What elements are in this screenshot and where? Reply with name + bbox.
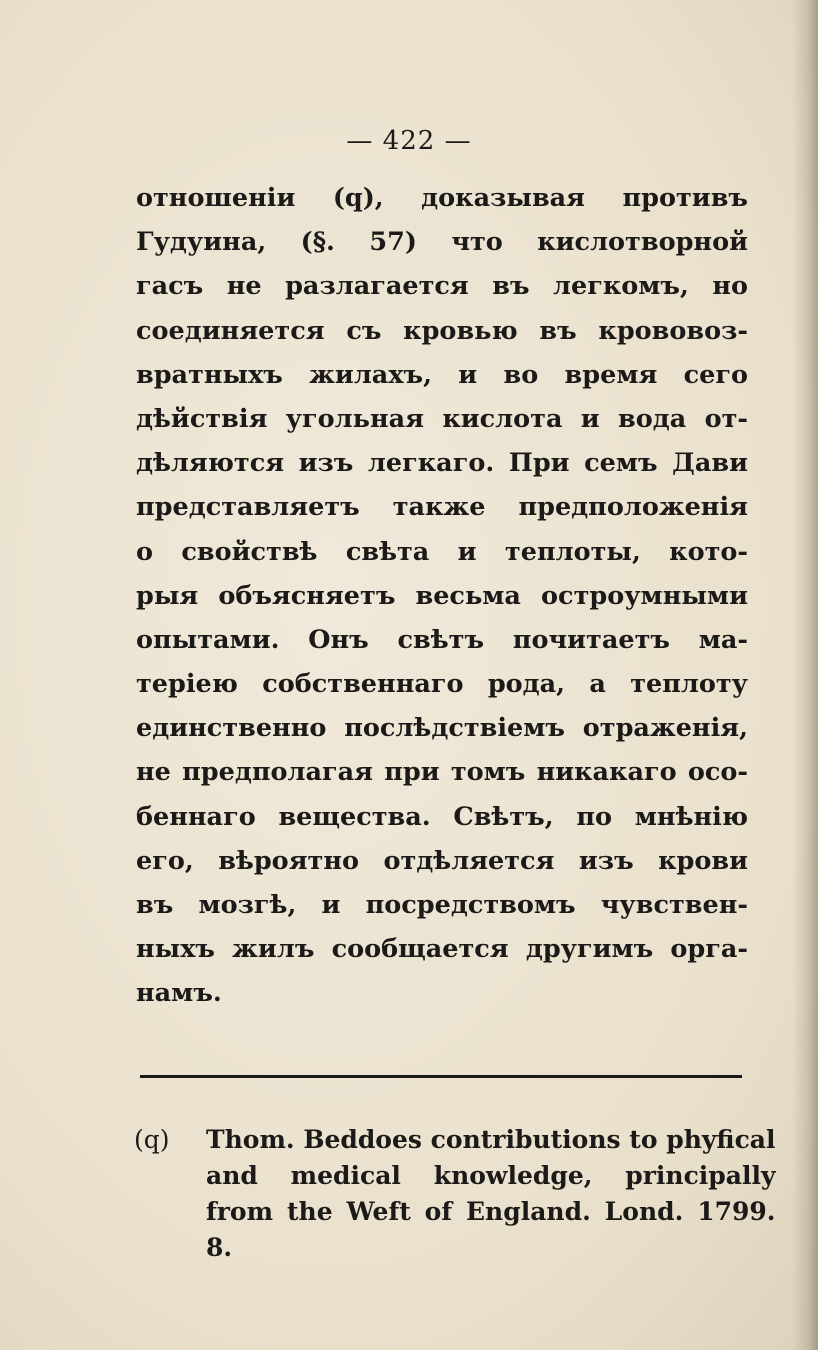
main-text <box>136 176 748 1016</box>
text-line: рыя объясняетъ весьма остроумными <box>136 580 748 611</box>
footnote-line: from the Weft of England. Lond. 1799. <box>206 1197 776 1226</box>
text-line: намъ. <box>136 978 222 1009</box>
text-line: соединяется съ кровью въ крововоз- <box>136 315 748 346</box>
text-line: отношеніи (q), доказывая противъ <box>136 183 748 213</box>
page-edge-shadow <box>792 0 818 1350</box>
text-line: ныхъ жилъ сообщается другимъ орга- <box>136 934 748 965</box>
text-line: представляетъ также предположенія <box>136 492 748 523</box>
footnote-line: and medical knowledge, principally <box>206 1161 776 1190</box>
text-line: единственно послѣдствіемъ отраженія, <box>136 713 748 744</box>
text-line: дѣйствія угольная кислота и вода от- <box>136 403 748 434</box>
text-line: въ мозгѣ, и посредствомъ чувствен- <box>136 890 748 920</box>
footnote-separator <box>140 1075 742 1078</box>
text-line: дѣляются изъ легкаго. При семъ Дави <box>136 448 748 479</box>
text-line: о свойствѣ свѣта и теплоты, кото- <box>136 536 748 567</box>
text-line: не предполагая при томъ никакаго осо- <box>136 757 748 788</box>
text-line: беннаго вещества. Свѣтъ, по мнѣнію <box>136 801 748 832</box>
text-line: Гудуина, (§. 57) что кислотворной <box>136 227 748 258</box>
footnote-line: Thom. Beddoes contributions to phyfical <box>206 1125 776 1154</box>
footnote-marker: (q) <box>134 1125 170 1154</box>
text-line: его, вѣроятно отдѣляется изъ крови <box>136 845 748 876</box>
text-line: гасъ не разлагается въ легкомъ, но <box>136 271 748 302</box>
text-line: опытами. Онъ свѣтъ почитаетъ ма- <box>136 624 748 655</box>
footnote <box>134 1122 776 1266</box>
page-number: — 422 — <box>346 126 472 156</box>
text-line: теріею собственнаго рода, а теплоту <box>136 669 748 700</box>
text-line: вратныхъ жилахъ, и во время сего <box>136 359 748 390</box>
footnote-line: 8. <box>206 1233 233 1262</box>
